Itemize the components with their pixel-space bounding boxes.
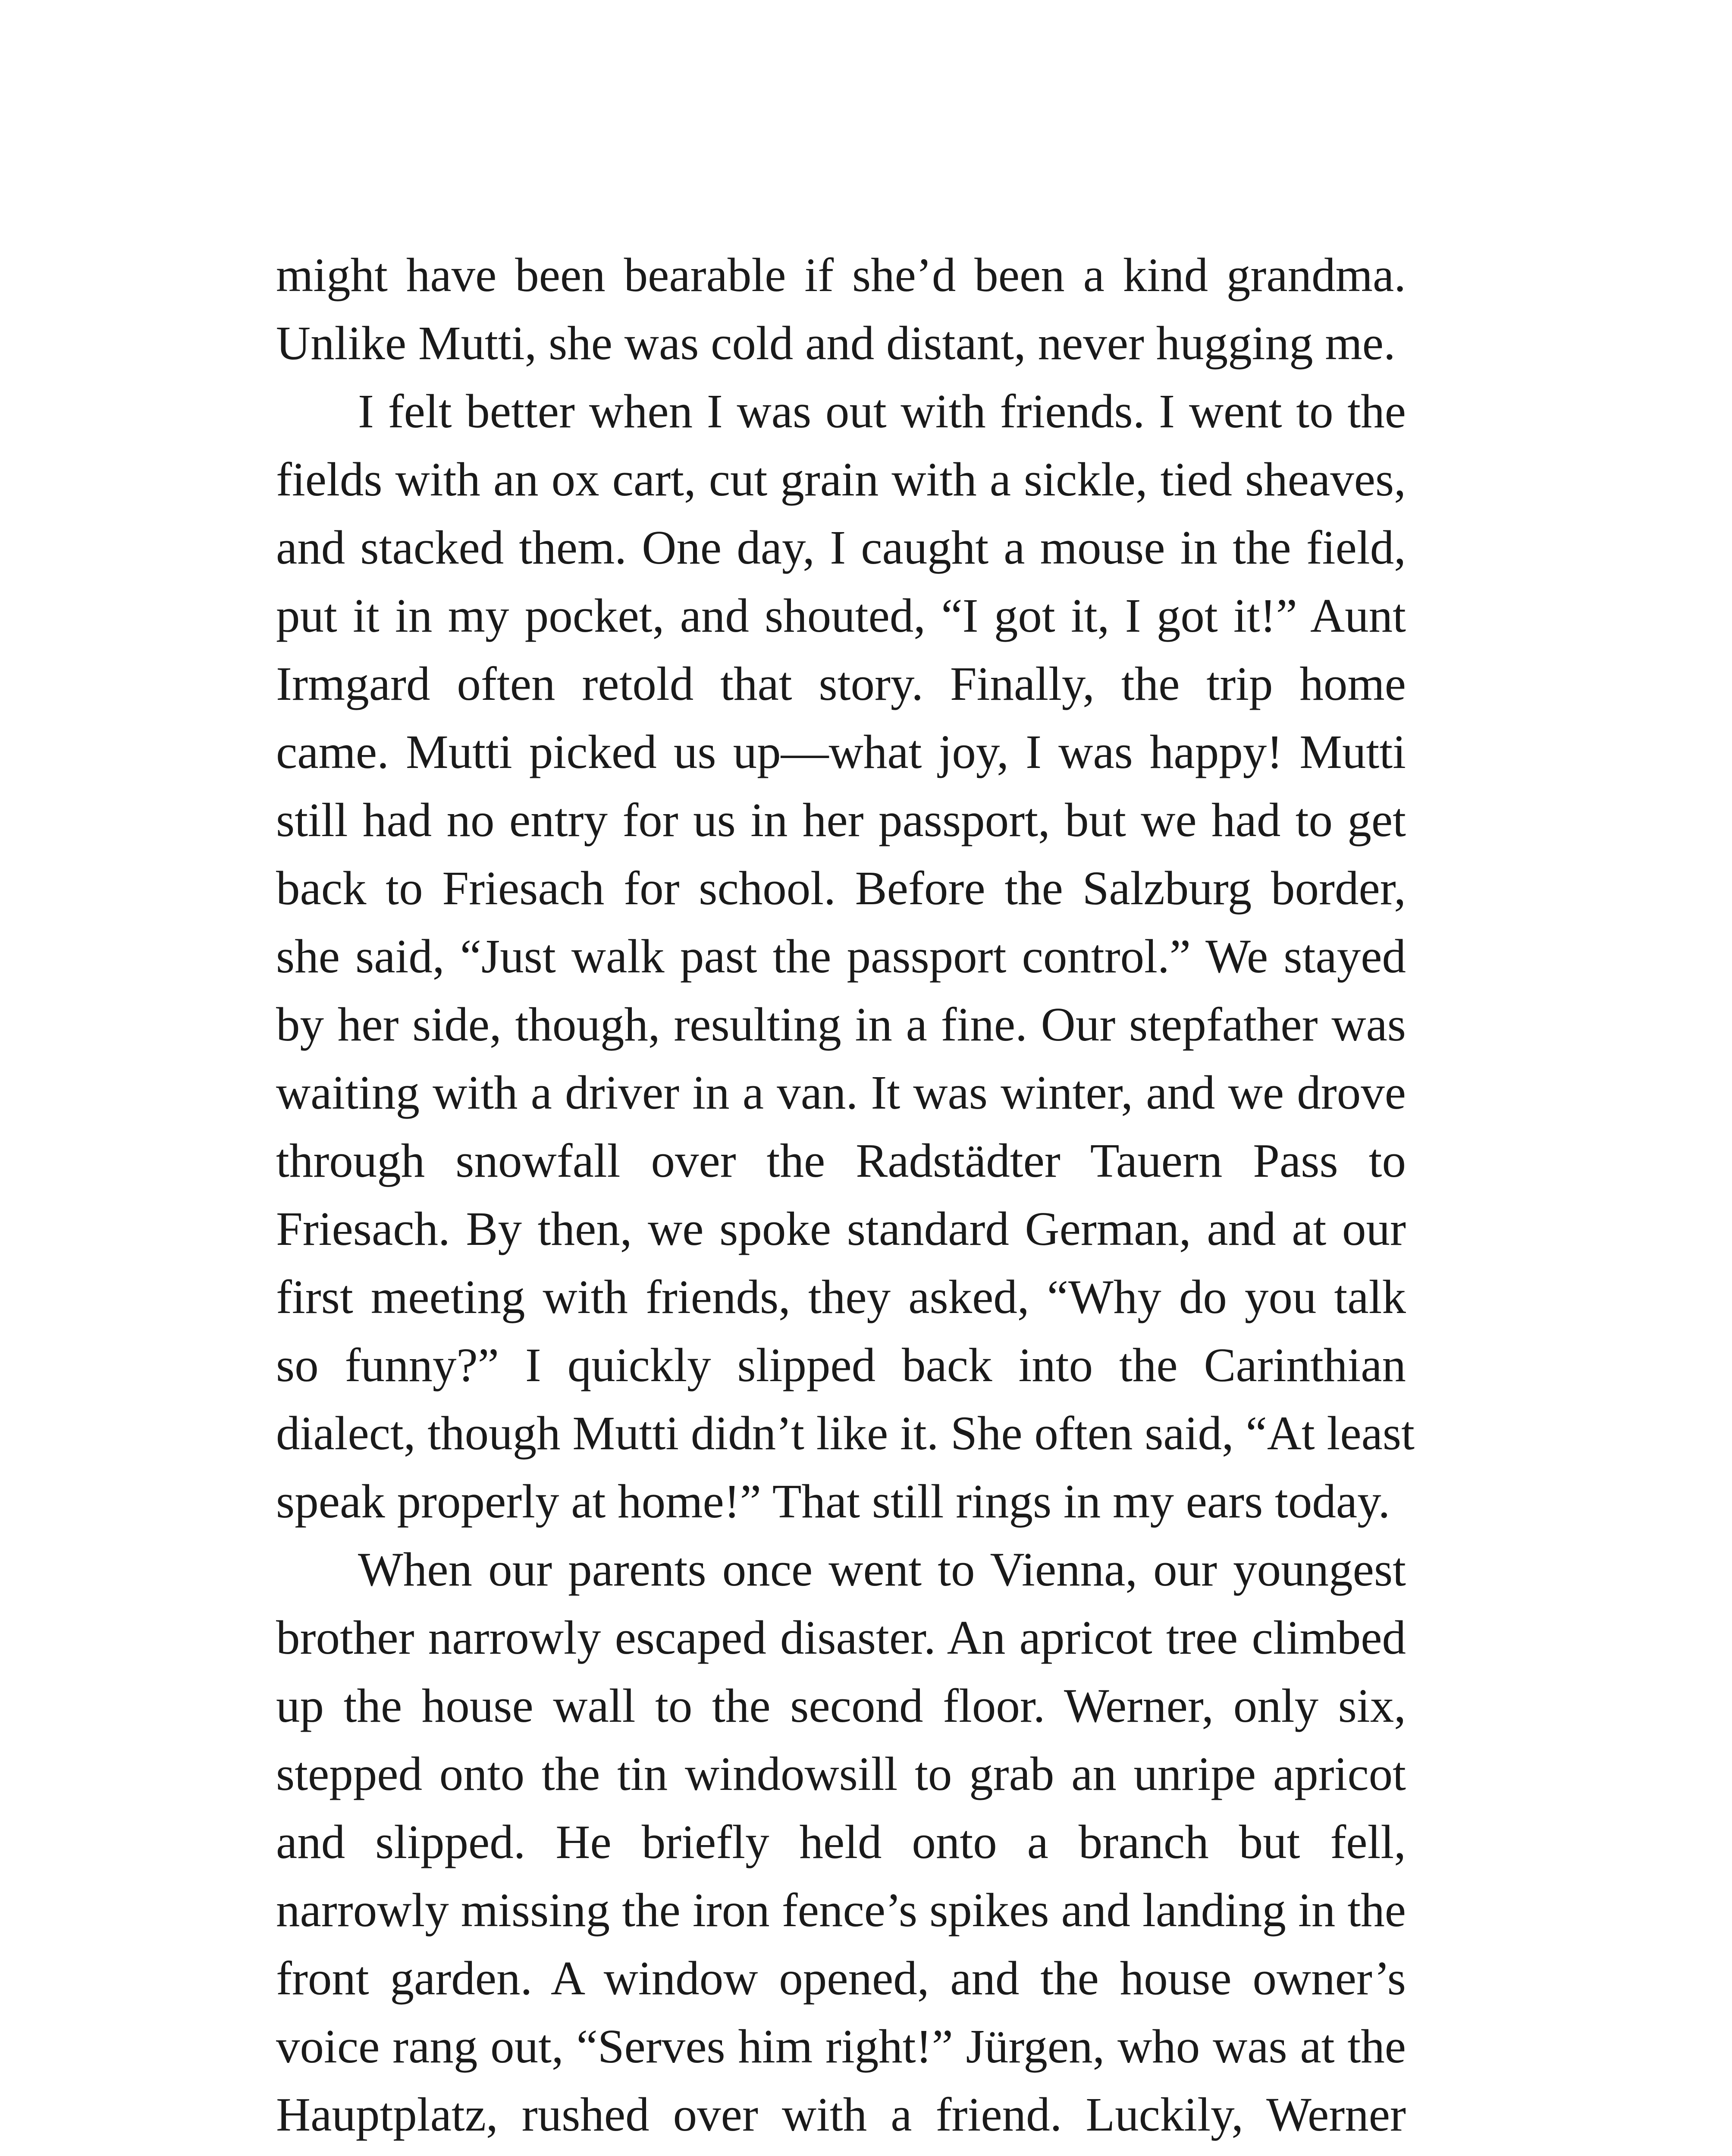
- text-line: Irmgard often retold that story. Finally, the trip home: [276, 658, 1406, 711]
- text-line: first meeting with friends, they asked, “Why do you talk: [276, 1271, 1406, 1324]
- text-line: and slipped. He briefly held onto a branch but fell,: [276, 1816, 1406, 1869]
- text-line: stepped onto the tin windowsill to grab an unripe apricot: [276, 1748, 1406, 1801]
- text-line: Hauptplatz, rushed over with a friend. Luckily, Werner: [276, 2088, 1406, 2141]
- text-line: came. Mutti picked us up—what joy, I was happy! Mutti: [276, 726, 1406, 779]
- text-line: brother narrowly escaped disaster. An apricot tree climbed: [276, 1611, 1406, 1664]
- text-line: Unlike Mutti, she was cold and distant, never hugging me.: [276, 317, 1396, 370]
- text-line: still had no entry for us in her passport, but we had to get: [276, 794, 1406, 847]
- text-line: I felt better when I was out with friends. I went to the: [358, 385, 1406, 438]
- text-line: When our parents once went to Vienna, our youngest: [358, 1543, 1406, 1596]
- text-line: speak properly at home!” That still rings in my ears today.: [276, 1475, 1390, 1528]
- text-line: up the house wall to the second floor. Werner, only six,: [276, 1680, 1406, 1733]
- text-line: by her side, though, resulting in a fine. Our stepfather was: [276, 998, 1406, 1051]
- text-line: so funny?” I quickly slipped back into the Carinthian: [276, 1339, 1406, 1392]
- text-line: back to Friesach for school. Before the Salzburg border,: [276, 862, 1406, 915]
- text-line: [276, 2149, 1406, 2156]
- text-line: dialect, though Mutti didn’t like it. She often said, “At least: [276, 1407, 1415, 1460]
- text-line: through snowfall over the Radstädter Tauern Pass to: [276, 1134, 1406, 1188]
- text-line: fields with an ox cart, cut grain with a sickle, tied sheaves,: [276, 453, 1406, 506]
- text-line: Friesach. By then, we spoke standard German, and at our: [276, 1203, 1406, 1256]
- text-line: voice rang out, “Serves him right!” Jürgen, who was at the: [276, 2020, 1406, 2073]
- text-line: and stacked them. One day, I caught a mouse in the field,: [276, 521, 1406, 574]
- body-text: [276, 241, 1415, 2156]
- text-line: waiting with a driver in a van. It was winter, and we drove: [276, 1066, 1406, 1119]
- text-line: she said, “Just walk past the passport control.” We stayed: [276, 930, 1406, 983]
- text-line: put it in my pocket, and shouted, “I got it, I got it!” Aunt: [276, 589, 1406, 642]
- text-line: might have been bearable if she’d been a kind grandma.: [276, 249, 1406, 302]
- text-line: front garden. A window opened, and the house owner’s: [276, 1952, 1406, 2005]
- text-line: narrowly missing the iron fence’s spikes and landing in the: [276, 1884, 1406, 1937]
